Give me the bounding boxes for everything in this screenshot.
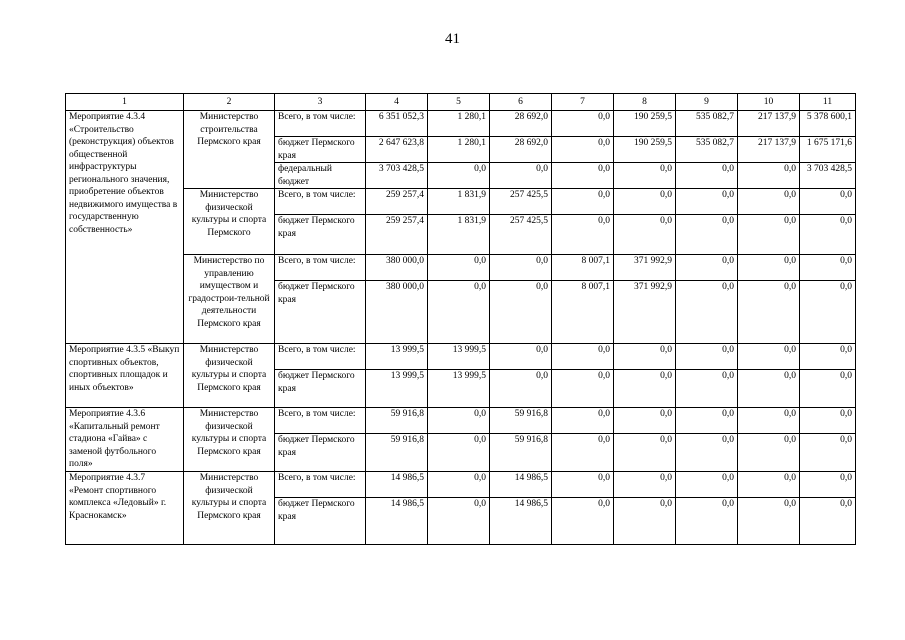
amount-cell: 3 703 428,5 <box>366 163 428 189</box>
amount-cell: 0,0 <box>676 434 738 472</box>
amount-cell: 0,0 <box>738 472 800 498</box>
amount-cell: 0,0 <box>490 370 552 408</box>
amount-cell: 59 916,8 <box>366 408 428 434</box>
amount-cell: 0,0 <box>676 255 738 281</box>
amount-cell: 0,0 <box>738 370 800 408</box>
amount-cell: 0,0 <box>738 281 800 344</box>
event-cell: Мероприятие 4.3.6 «Капитальный ремонт стадиона «Гайва» с заменой футбольного поля» <box>66 408 184 472</box>
funding-source-cell: Всего, в том числе: <box>275 408 366 434</box>
amount-cell: 0,0 <box>552 370 614 408</box>
funding-source-cell: федеральный бюджет <box>275 163 366 189</box>
amount-cell: 13 999,5 <box>428 370 490 408</box>
amount-cell: 28 692,0 <box>490 111 552 137</box>
amount-cell: 0,0 <box>552 472 614 498</box>
amount-cell: 0,0 <box>800 189 856 215</box>
amount-cell: 0,0 <box>738 215 800 255</box>
amount-cell: 0,0 <box>490 255 552 281</box>
amount-cell: 0,0 <box>614 215 676 255</box>
event-cell: Мероприятие 4.3.4 «Строительство (реконструкция) объектов общественной инфраструктуры регионального значения, приобретение объектов недвижимого имущества в государственную собственность» <box>66 111 184 344</box>
amount-cell: 257 425,5 <box>490 215 552 255</box>
amount-cell: 0,0 <box>800 281 856 344</box>
amount-cell: 380 000,0 <box>366 281 428 344</box>
amount-cell: 3 703 428,5 <box>800 163 856 189</box>
amount-cell: 0,0 <box>676 344 738 370</box>
amount-cell: 190 259,5 <box>614 111 676 137</box>
table-row <box>66 344 856 370</box>
amount-cell: 0,0 <box>552 215 614 255</box>
amount-cell: 14 986,5 <box>490 472 552 498</box>
funding-source-cell: Всего, в том числе: <box>275 344 366 370</box>
amount-cell: 1 675 171,6 <box>800 137 856 163</box>
amount-cell: 0,0 <box>676 215 738 255</box>
budget-table <box>65 93 856 545</box>
funding-source-cell: бюджет Пермского края <box>275 434 366 472</box>
amount-cell: 0,0 <box>614 408 676 434</box>
organization-cell: Министерство физической культуры и спорта Пермского <box>184 189 275 255</box>
amount-cell: 0,0 <box>614 370 676 408</box>
amount-cell: 0,0 <box>428 472 490 498</box>
amount-cell: 0,0 <box>800 408 856 434</box>
amount-cell: 0,0 <box>428 408 490 434</box>
amount-cell: 259 257,4 <box>366 189 428 215</box>
amount-cell: 0,0 <box>676 408 738 434</box>
header-cell: 5 <box>428 94 490 111</box>
amount-cell: 0,0 <box>738 408 800 434</box>
organization-cell: Министерство физической культуры и спорта Пермского края <box>184 408 275 472</box>
amount-cell: 0,0 <box>676 163 738 189</box>
amount-cell: 59 916,8 <box>490 408 552 434</box>
amount-cell: 0,0 <box>490 344 552 370</box>
table-row <box>66 472 856 498</box>
amount-cell: 535 082,7 <box>676 111 738 137</box>
amount-cell: 0,0 <box>552 498 614 545</box>
amount-cell: 0,0 <box>552 408 614 434</box>
header-cell: 7 <box>552 94 614 111</box>
amount-cell: 0,0 <box>800 498 856 545</box>
amount-cell: 0,0 <box>800 255 856 281</box>
amount-cell: 371 992,9 <box>614 255 676 281</box>
amount-cell: 59 916,8 <box>490 434 552 472</box>
table-row <box>66 189 856 215</box>
event-cell: Мероприятие 4.3.7 «Ремонт спортивного комплекса «Ледовый» г. Краснокамск» <box>66 472 184 545</box>
organization-cell: Министерство по управлению имуществом и градострои-тельной деятельности Пермского края <box>184 255 275 344</box>
amount-cell: 217 137,9 <box>738 137 800 163</box>
funding-source-cell: Всего, в том числе: <box>275 111 366 137</box>
amount-cell: 0,0 <box>738 344 800 370</box>
table-row <box>66 255 856 281</box>
amount-cell: 0,0 <box>552 137 614 163</box>
amount-cell: 0,0 <box>676 472 738 498</box>
amount-cell: 0,0 <box>428 281 490 344</box>
amount-cell: 257 425,5 <box>490 189 552 215</box>
funding-source-cell: бюджет Пермского края <box>275 215 366 255</box>
table-row <box>66 408 856 434</box>
amount-cell: 0,0 <box>614 498 676 545</box>
amount-cell: 13 999,5 <box>428 344 490 370</box>
event-cell: Мероприятие 4.3.5 «Выкуп спортивных объектов, спортивных площадок и иных объектов» <box>66 344 184 408</box>
amount-cell: 14 986,5 <box>366 472 428 498</box>
amount-cell: 0,0 <box>676 498 738 545</box>
amount-cell: 6 351 052,3 <box>366 111 428 137</box>
amount-cell: 380 000,0 <box>366 255 428 281</box>
amount-cell: 371 992,9 <box>614 281 676 344</box>
amount-cell: 190 259,5 <box>614 137 676 163</box>
header-cell: 1 <box>66 94 184 111</box>
amount-cell: 0,0 <box>800 370 856 408</box>
amount-cell: 0,0 <box>738 498 800 545</box>
amount-cell: 1 831,9 <box>428 189 490 215</box>
amount-cell: 8 007,1 <box>552 255 614 281</box>
amount-cell: 0,0 <box>552 163 614 189</box>
page-number: 41 <box>445 31 460 47</box>
amount-cell: 0,0 <box>428 163 490 189</box>
funding-source-cell: Всего, в том числе: <box>275 255 366 281</box>
header-cell: 6 <box>490 94 552 111</box>
amount-cell: 0,0 <box>738 189 800 215</box>
header-cell: 11 <box>800 94 856 111</box>
amount-cell: 217 137,9 <box>738 111 800 137</box>
table-row <box>66 111 856 137</box>
organization-cell: Министерство строительства Пермского края <box>184 111 275 189</box>
amount-cell: 259 257,4 <box>366 215 428 255</box>
amount-cell: 0,0 <box>428 434 490 472</box>
amount-cell: 0,0 <box>552 111 614 137</box>
amount-cell: 0,0 <box>614 472 676 498</box>
amount-cell: 0,0 <box>552 189 614 215</box>
amount-cell: 13 999,5 <box>366 344 428 370</box>
header-cell: 9 <box>676 94 738 111</box>
amount-cell: 0,0 <box>552 344 614 370</box>
amount-cell: 0,0 <box>614 434 676 472</box>
amount-cell: 13 999,5 <box>366 370 428 408</box>
amount-cell: 1 280,1 <box>428 137 490 163</box>
amount-cell: 59 916,8 <box>366 434 428 472</box>
funding-source-cell: Всего, в том числе: <box>275 189 366 215</box>
amount-cell: 0,0 <box>800 215 856 255</box>
amount-cell: 14 986,5 <box>366 498 428 545</box>
header-cell: 3 <box>275 94 366 111</box>
amount-cell: 1 831,9 <box>428 215 490 255</box>
amount-cell: 0,0 <box>490 163 552 189</box>
header-cell: 8 <box>614 94 676 111</box>
amount-cell: 0,0 <box>614 189 676 215</box>
amount-cell: 2 647 623,8 <box>366 137 428 163</box>
amount-cell: 28 692,0 <box>490 137 552 163</box>
amount-cell: 14 986,5 <box>490 498 552 545</box>
amount-cell: 0,0 <box>614 163 676 189</box>
header-cell: 2 <box>184 94 275 111</box>
amount-cell: 0,0 <box>614 344 676 370</box>
amount-cell: 0,0 <box>676 189 738 215</box>
amount-cell: 0,0 <box>738 255 800 281</box>
organization-cell: Министерство физической культуры и спорта Пермского края <box>184 472 275 545</box>
header-cell: 10 <box>738 94 800 111</box>
amount-cell: 0,0 <box>676 370 738 408</box>
table-body <box>66 111 856 545</box>
amount-cell: 0,0 <box>800 472 856 498</box>
amount-cell: 8 007,1 <box>552 281 614 344</box>
funding-source-cell: бюджет Пермского края <box>275 498 366 545</box>
funding-source-cell: бюджет Пермского края <box>275 137 366 163</box>
amount-cell: 0,0 <box>738 434 800 472</box>
amount-cell: 0,0 <box>676 281 738 344</box>
header-row <box>66 94 856 111</box>
funding-source-cell: бюджет Пермского края <box>275 370 366 408</box>
header-cell: 4 <box>366 94 428 111</box>
amount-cell: 0,0 <box>490 281 552 344</box>
amount-cell: 535 082,7 <box>676 137 738 163</box>
funding-source-cell: Всего, в том числе: <box>275 472 366 498</box>
organization-cell: Министерство физической культуры и спорта Пермского края <box>184 344 275 408</box>
amount-cell: 1 280,1 <box>428 111 490 137</box>
amount-cell: 0,0 <box>738 163 800 189</box>
amount-cell: 0,0 <box>800 434 856 472</box>
amount-cell: 0,0 <box>428 255 490 281</box>
amount-cell: 0,0 <box>552 434 614 472</box>
amount-cell: 0,0 <box>800 344 856 370</box>
amount-cell: 5 378 600,1 <box>800 111 856 137</box>
amount-cell: 0,0 <box>428 498 490 545</box>
funding-source-cell: бюджет Пермского края <box>275 281 366 344</box>
